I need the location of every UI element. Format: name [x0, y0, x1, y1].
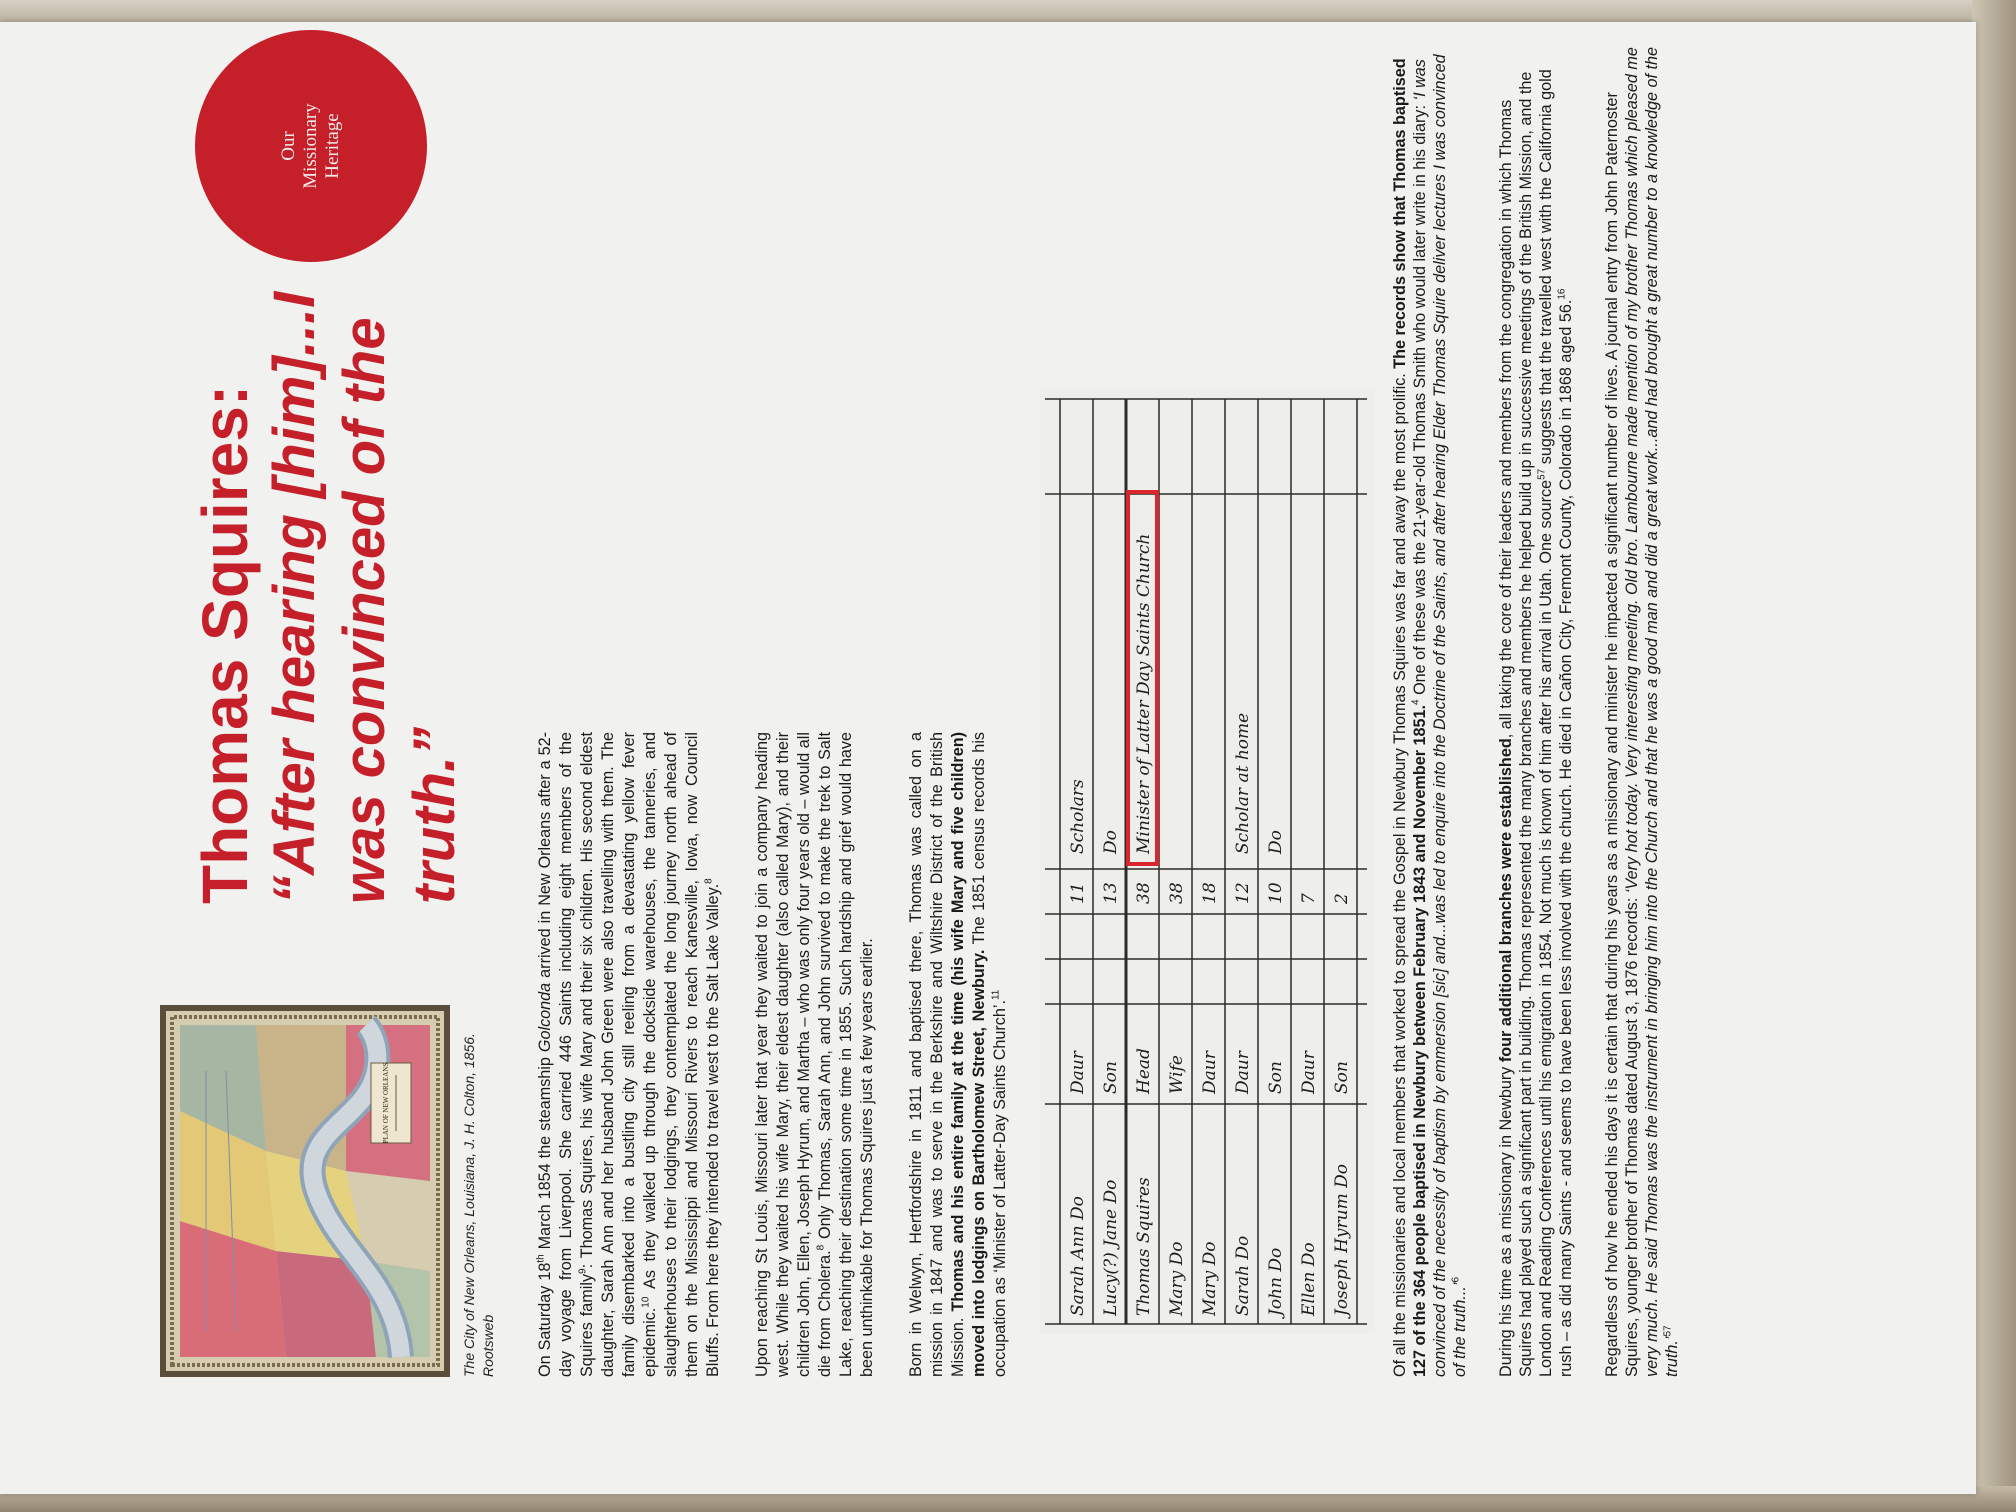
bold-text-run: Thomas and his entire family at the time (his wife Mary and five children) moved into lodgings on Bartholomew Street, Newbury.: [949, 732, 988, 1377]
census-occupation: Scholars: [1068, 779, 1088, 854]
bold-text-run: four additional branches were established: [1497, 738, 1515, 1063]
text-run: , all taking the core of their leaders and members from the congregation in which Thomas Squires had played such a significant part in building. Thomas represented the many branches and members he helped build up in successive meetings of the British Mission, and the London and Reading Conferences until his emigration in 1854. Not much is known of him after his arrival in Utah. One source: [1497, 71, 1555, 1377]
paragraph-baptisms: [1390, 47, 1470, 1377]
text-run: March 1854 the steamship: [536, 1052, 554, 1255]
footnote-ref: 6: [1450, 1276, 1462, 1283]
census-relation: Daur: [1200, 1051, 1220, 1094]
paragraph-st-louis: [752, 732, 878, 1377]
census-name: Lucy(?) Jane Do: [1101, 1179, 1121, 1316]
diary-quote: ‘I was convinced of the necessity of baptism by emmersion [sic] and...was led to enquire into the Doctrine of the Saints, and after hearing Elder Thomas Squire deliver lectures I was convinced of the truth...’: [1411, 54, 1469, 1377]
census-occupation: Do: [1266, 830, 1286, 854]
poster-content: [0, 22, 1976, 1494]
census-age: 7: [1299, 893, 1319, 904]
census-age: 10: [1266, 882, 1286, 904]
footnote-ref: 8: [815, 1244, 827, 1251]
census-age: 38: [1167, 882, 1187, 904]
census-age: 18: [1200, 882, 1220, 904]
census-age: 2: [1332, 893, 1352, 904]
map-drawing: [166, 1011, 444, 1371]
census-age: 38: [1134, 882, 1154, 904]
text-run: Born in Welwyn, Hertfordshire in 1811 and baptised there, Thomas was called on a mission in 1847 and was to serve in the Berkshire and Wiltshire District of the British Mission.: [907, 732, 967, 1377]
title-quote: “After hearing [him]...I was convinced of the truth.”: [262, 291, 467, 904]
census-name: John Do: [1266, 1247, 1286, 1316]
census-relation: Head: [1134, 1048, 1154, 1094]
census-relation: Daur: [1299, 1051, 1319, 1094]
footnote-ref: 16: [1556, 288, 1568, 300]
census-name: Ellen Do: [1299, 1242, 1319, 1316]
left-column: [535, 732, 1039, 1377]
census-relation: Daur: [1233, 1051, 1253, 1094]
text-run: On Saturday 18: [536, 1262, 554, 1377]
census-record-image: [1040, 389, 1375, 1334]
text-run: : Thomas Squires, his wife Mary and their six children. His second eldest daughter, Sarah Ann and her husband John Green were also travelling with them. The family disembarked into a bustling city still reeling from a devastating yellow fever epidemic.: [578, 732, 659, 1377]
footnote-ref: 11: [990, 989, 1002, 1001]
census-age: 11: [1068, 882, 1088, 904]
text-run: Regardless of how he ended his days it is certain that during his years as a missionary and minister he impacted a significant number of lives. A journal entry from John Paternoster Squires, younger brother of Thomas dated August 3, 1876 records:: [1603, 92, 1641, 1377]
map-caption-credit: Rootsweb: [480, 1314, 496, 1377]
text-run: Upon reaching St Louis, Missouri later that year they waited to join a company heading west. While they waited his wife Mary, their eldest daughter (also called Mary), and their children John, Ellen, Joseph Hyrum, and Martha – who was only four years old – would all die from Cholera.: [753, 732, 834, 1377]
census-age: 12: [1233, 882, 1253, 904]
census-relation: Son: [1101, 1061, 1121, 1094]
footnote-ref: 57: [1662, 1325, 1674, 1337]
text-run: The 1851 census records his occupation as ‘Minister of Latter-Day Saints Church’.: [970, 731, 1009, 1377]
footnote-ref: 9: [577, 1268, 589, 1274]
footnote-ref: 8: [703, 878, 715, 884]
text-run: Only Thomas, Sarah Ann, and John survived to make the trek to Salt Lake, reaching their destination some time in 1855. Such hardship and grief would have been unthinkable for Thomas Squires just a few years earlier.: [816, 732, 876, 1377]
text-run: As they walked up through the dockside warehouses, the tanneries, and slaughterhouses to their lodgings, they contemplated the long journey north ahead of them on the Mississippi and Missouri Rivers to reach Kanesville, Iowa, now Council Bluffs. From here they intended to travel west to the Salt Lake Valley.: [641, 732, 722, 1377]
page-title: Thomas Squires:: [189, 384, 261, 904]
census-occupation: Scholar at home: [1233, 712, 1253, 854]
bottom-column: [1390, 47, 1708, 1377]
map-caption: [460, 997, 498, 1377]
census-relation: Son: [1266, 1061, 1286, 1094]
text-run: suggests that the travelled west with the California gold rush – as did many Saints - and seems to have been less involved with the church. He died in Cañon City, Fremont County, Colorado in 1868 aged 56.: [1537, 69, 1575, 1377]
badge-text: Our Missionary Heritage: [278, 103, 343, 189]
census-relation: Wife: [1167, 1055, 1187, 1094]
census-name: Sarah Do: [1233, 1235, 1253, 1316]
census-occupation: Do: [1101, 830, 1121, 854]
wall-backdrop-right: [1972, 0, 2016, 1512]
ship-name: Golconda: [536, 982, 554, 1053]
census-occupation: Minister of Latter Day Saints Church: [1134, 533, 1154, 854]
text-run: Of all the missionaries and local members that worked to spread the Gospel in Newbury Thomas Squires was far and away the most prolific.: [1391, 368, 1409, 1377]
text-run: arrived in New Orleans after a 52-day voyage from Liverpool. She carried 446 Saints including eight members of the Squires family: [536, 732, 596, 1377]
new-orleans-map-image: [160, 1005, 450, 1377]
census-name: Joseph Hyrum Do: [1332, 1164, 1352, 1316]
title-block: [190, 264, 470, 904]
superscript: th: [535, 1254, 547, 1263]
bold-text-run: The records show that Thomas baptised 127 of the 364 people baptised in Newbury between February 1843 and November 1851.: [1391, 58, 1429, 1377]
footnote-ref: 57: [1536, 468, 1548, 480]
census-age: 13: [1101, 882, 1121, 904]
paragraph-mission: [906, 732, 1011, 1377]
census-relation: Son: [1332, 1061, 1352, 1094]
footnote-ref: 10: [640, 1296, 652, 1308]
census-name: Mary Do: [1200, 1241, 1220, 1316]
paragraph-branches: [1496, 47, 1576, 1377]
census-name: Mary Do: [1167, 1241, 1187, 1316]
text-run: During his time as a missionary in Newbury: [1497, 1062, 1515, 1377]
paragraph-legacy: [1602, 47, 1682, 1377]
poster-sheet: [0, 22, 1976, 1494]
paragraph-arrival: [535, 732, 724, 1377]
footnote-ref: 4: [1410, 699, 1422, 705]
text-run: One of these was the 21-year-old Thomas Smith who would later write in his diary:: [1411, 100, 1429, 700]
census-name: Thomas Squires: [1134, 1177, 1154, 1316]
heritage-badge: [195, 30, 427, 262]
census-drawing: [1040, 389, 1375, 1334]
map-plate-title: PLAN OF NEW ORLEANS: [382, 1062, 390, 1144]
census-relation: Daur: [1068, 1051, 1088, 1094]
census-name: Sarah Ann Do: [1068, 1196, 1088, 1316]
journal-quote: ‘Very hot today. Very interesting meeting. Old bro. Lambourne made mention of my brother Thomas which pleased me very much. He said Thomas was the instrument in bringing him into the Church and that he was a good man and did a great work...and had brought a great number to a knowledge of the truth.’: [1623, 47, 1681, 1377]
map-caption-italic: The City of New Orleans, Louisiana, J. H. Colton, 1856.: [461, 1033, 477, 1377]
